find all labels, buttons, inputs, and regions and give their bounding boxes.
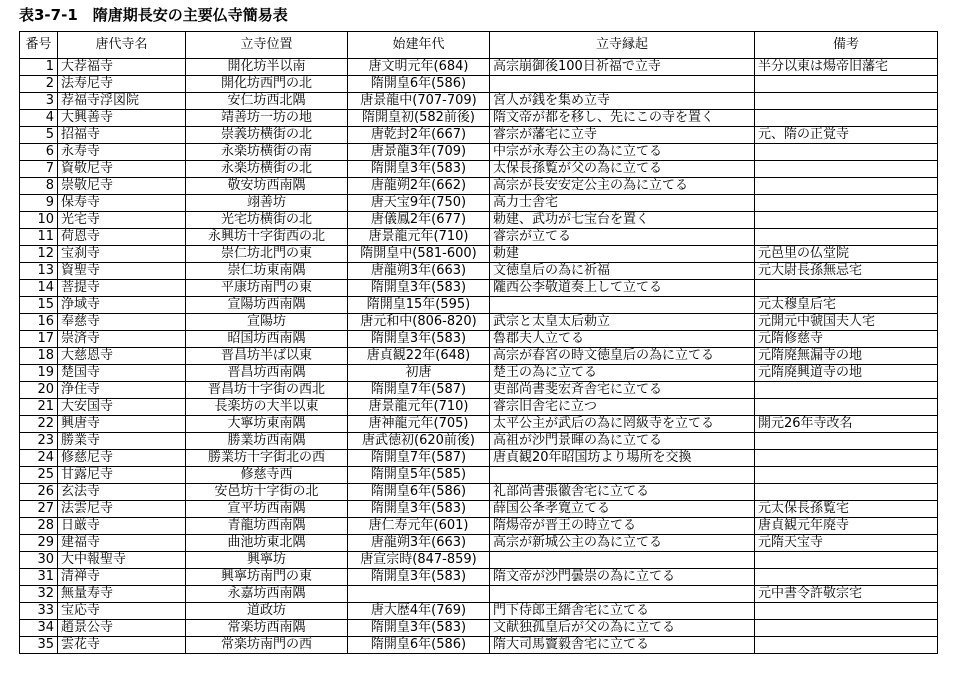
location-cell: 宣陽坊 (186, 314, 348, 331)
remarks-cell (755, 212, 938, 229)
row-number-cell: 16 (20, 314, 58, 331)
remarks-cell (755, 569, 938, 586)
origin-cell: 中宗が永寿公主の為に立てる (490, 144, 755, 161)
origin-cell: 武宗と太皇太后勅立 (490, 314, 755, 331)
header-founding-date: 始建年代 (348, 32, 490, 59)
temple-name-cell: 浄住寺 (58, 382, 186, 399)
table-row (20, 59, 938, 76)
remarks-cell: 唐貞観元年廃寺 (755, 518, 938, 535)
location-cell: 常楽坊西南隅 (186, 620, 348, 637)
temple-name-cell: 楚国寺 (58, 365, 186, 382)
row-number-cell: 9 (20, 195, 58, 212)
row-number-cell: 14 (20, 280, 58, 297)
origin-cell: 睿宗が立てる (490, 229, 755, 246)
table-row (20, 467, 938, 484)
location-cell: 敬安坊西南隅 (186, 178, 348, 195)
table-row (20, 280, 938, 297)
temple-name-cell: 雲花寺 (58, 637, 186, 654)
location-cell: 開化坊西門の北 (186, 76, 348, 93)
location-cell: 開化坊半以南 (186, 59, 348, 76)
remarks-cell (755, 161, 938, 178)
origin-cell: 勅建、武功が七宝台を置く (490, 212, 755, 229)
origin-cell: 太保長孫覧が父の為に立てる (490, 161, 755, 178)
remarks-cell (755, 467, 938, 484)
origin-cell: 隋文帝が沙門曇崇の為に立てる (490, 569, 755, 586)
temple-name-cell: 建福寺 (58, 535, 186, 552)
row-number-cell: 11 (20, 229, 58, 246)
row-number-cell: 7 (20, 161, 58, 178)
temple-name-cell: 資聖寺 (58, 263, 186, 280)
row-number-cell: 6 (20, 144, 58, 161)
remarks-cell (755, 603, 938, 620)
location-cell: 晋昌坊半ば以東 (186, 348, 348, 365)
location-cell: 永楽坊横街の北 (186, 161, 348, 178)
remarks-cell: 元、隋の正覚寺 (755, 127, 938, 144)
remarks-cell (755, 552, 938, 569)
remarks-cell (755, 76, 938, 93)
founding-date-cell: 隋開皇3年(583) (348, 161, 490, 178)
origin-cell: 薛国公夆孝寛立てる (490, 501, 755, 518)
table-row (20, 93, 938, 110)
founding-date-cell: 唐龍朔3年(663) (348, 535, 490, 552)
founding-date-cell: 唐天宝9年(750) (348, 195, 490, 212)
temple-name-cell: 奉慈寺 (58, 314, 186, 331)
table-row (20, 144, 938, 161)
origin-cell: 文徳皇后の為に祈福 (490, 263, 755, 280)
origin-cell: 隋大司馬竇毅舎宅に立てる (490, 637, 755, 654)
origin-cell: 礼部尚書張徽舎宅に立てる (490, 484, 755, 501)
table-row (20, 246, 938, 263)
origin-cell (490, 297, 755, 314)
temple-name-cell: 荷恩寺 (58, 229, 186, 246)
origin-cell: 隋文帝が都を移し、先にこの寺を置く (490, 110, 755, 127)
founding-date-cell: 隋開皇7年(587) (348, 382, 490, 399)
remarks-cell (755, 110, 938, 127)
origin-cell: 魯郡夫人立てる (490, 331, 755, 348)
temple-name-cell: 法雲尼寺 (58, 501, 186, 518)
table-row (20, 348, 938, 365)
location-cell: 崇仁坊東南隅 (186, 263, 348, 280)
location-cell: 勝業坊十字街北の西 (186, 450, 348, 467)
temple-name-cell: 光宅寺 (58, 212, 186, 229)
row-number-cell: 18 (20, 348, 58, 365)
table-row (20, 552, 938, 569)
founding-date-cell: 唐貞観22年(648) (348, 348, 490, 365)
row-number-cell: 10 (20, 212, 58, 229)
origin-cell: 吏部尚書斐宏斉舎宅に立てる (490, 382, 755, 399)
temple-name-cell: 大中報聖寺 (58, 552, 186, 569)
founding-date-cell: 唐武徳初(620前後) (348, 433, 490, 450)
temple-table (19, 31, 938, 654)
founding-date-cell: 隋開皇3年(583) (348, 501, 490, 518)
table-row (20, 535, 938, 552)
table-row (20, 569, 938, 586)
row-number-cell: 26 (20, 484, 58, 501)
location-cell: 永嘉坊西南隅 (186, 586, 348, 603)
temple-name-cell: 崇済寺 (58, 331, 186, 348)
table-row (20, 110, 938, 127)
table-row (20, 433, 938, 450)
location-cell: 翊善坊 (186, 195, 348, 212)
temple-name-cell: 荐福寺浮図院 (58, 93, 186, 110)
remarks-cell (755, 484, 938, 501)
location-cell: 光宅坊横街の北 (186, 212, 348, 229)
origin-cell: 睿宗旧舎宅に立つ (490, 399, 755, 416)
temple-name-cell: 招福寺 (58, 127, 186, 144)
remarks-cell (755, 280, 938, 297)
founding-date-cell: 隋開皇中(581-600) (348, 246, 490, 263)
row-number-cell: 32 (20, 586, 58, 603)
remarks-cell: 元太穆皇后宅 (755, 297, 938, 314)
remarks-cell (755, 450, 938, 467)
remarks-cell (755, 637, 938, 654)
founding-date-cell: 唐乾封2年(667) (348, 127, 490, 144)
founding-date-cell: 隋開皇15年(595) (348, 297, 490, 314)
location-cell: 平康坊南門の東 (186, 280, 348, 297)
origin-cell: 高宗が新城公主の為に立てる (490, 535, 755, 552)
remarks-cell: 元邑里の仏堂院 (755, 246, 938, 263)
origin-cell: 宮人が銭を集め立寺 (490, 93, 755, 110)
founding-date-cell: 隋開皇6年(586) (348, 637, 490, 654)
temple-name-cell: 清禅寺 (58, 569, 186, 586)
origin-cell (490, 467, 755, 484)
temple-name-cell: 大荐福寺 (58, 59, 186, 76)
temple-name-cell: 宝応寺 (58, 603, 186, 620)
table-row (20, 195, 938, 212)
row-number-cell: 35 (20, 637, 58, 654)
row-number-cell: 15 (20, 297, 58, 314)
table-row (20, 263, 938, 280)
founding-date-cell: 唐神龍元年(705) (348, 416, 490, 433)
origin-cell (490, 552, 755, 569)
origin-cell: 睿宗が藩宅に立寺 (490, 127, 755, 144)
temple-name-cell: 玄法寺 (58, 484, 186, 501)
origin-cell: 楚王の為に立てる (490, 365, 755, 382)
remarks-cell (755, 195, 938, 212)
founding-date-cell: 唐景龍元年(710) (348, 399, 490, 416)
table-row (20, 365, 938, 382)
location-cell: 青龍坊西南隅 (186, 518, 348, 535)
founding-date-cell: 唐景龍3年(709) (348, 144, 490, 161)
origin-cell: 高宗が長安安定公主の為に立てる (490, 178, 755, 195)
origin-cell: 勅建 (490, 246, 755, 263)
table-row (20, 484, 938, 501)
temple-name-cell: 勝業寺 (58, 433, 186, 450)
row-number-cell: 33 (20, 603, 58, 620)
table-row (20, 637, 938, 654)
founding-date-cell: 隋開皇5年(585) (348, 467, 490, 484)
location-cell: 曲池坊東北隅 (186, 535, 348, 552)
founding-date-cell: 隋開皇3年(583) (348, 331, 490, 348)
row-number-cell: 13 (20, 263, 58, 280)
location-cell: 興寧坊 (186, 552, 348, 569)
table-title: 表3-7-1 隋唐期長安の主要仏寺簡易表 (19, 6, 288, 24)
temple-name-cell: 浄域寺 (58, 297, 186, 314)
location-cell: 昭国坊西南隅 (186, 331, 348, 348)
header-temple-name: 唐代寺名 (58, 32, 186, 59)
location-cell: 靖善坊一坊の地 (186, 110, 348, 127)
remarks-cell: 元隋修慈寺 (755, 331, 938, 348)
row-number-cell: 34 (20, 620, 58, 637)
temple-name-cell: 趙景公寺 (58, 620, 186, 637)
founding-date-cell: 隋開皇3年(583) (348, 569, 490, 586)
founding-date-cell: 唐宣宗時(847-859) (348, 552, 490, 569)
table-row (20, 161, 938, 178)
remarks-cell: 元隋廃興道寺の地 (755, 365, 938, 382)
remarks-cell: 元隋天宝寺 (755, 535, 938, 552)
remarks-cell (755, 399, 938, 416)
row-number-cell: 2 (20, 76, 58, 93)
header-row (20, 32, 938, 59)
row-number-cell: 17 (20, 331, 58, 348)
founding-date-cell: 初唐 (348, 365, 490, 382)
remarks-cell (755, 620, 938, 637)
location-cell: 安邑坊十字街の北 (186, 484, 348, 501)
origin-cell: 高宗が春宮の時文徳皇后の為に立てる (490, 348, 755, 365)
row-number-cell: 21 (20, 399, 58, 416)
table-row (20, 586, 938, 603)
founding-date-cell: 唐元和中(806-820) (348, 314, 490, 331)
table-row (20, 399, 938, 416)
temple-name-cell: 宝刹寺 (58, 246, 186, 263)
remarks-cell: 元隋廃無漏寺の地 (755, 348, 938, 365)
row-number-cell: 24 (20, 450, 58, 467)
row-number-cell: 19 (20, 365, 58, 382)
remarks-cell: 元太保長孫覧宅 (755, 501, 938, 518)
row-number-cell: 20 (20, 382, 58, 399)
origin-cell: 文献独孤皇后が父の為に立てる (490, 620, 755, 637)
origin-cell: 隴西公李敬道奏上して立てる (490, 280, 755, 297)
row-number-cell: 22 (20, 416, 58, 433)
row-number-cell: 5 (20, 127, 58, 144)
founding-date-cell: 唐龍朔3年(663) (348, 263, 490, 280)
table-row (20, 450, 938, 467)
founding-date-cell (348, 586, 490, 603)
founding-date-cell: 隋開皇3年(583) (348, 620, 490, 637)
founding-date-cell: 隋開皇7年(587) (348, 450, 490, 467)
founding-date-cell: 隋開皇3年(583) (348, 280, 490, 297)
table-row (20, 416, 938, 433)
temple-name-cell: 法寿尼寺 (58, 76, 186, 93)
remarks-cell (755, 433, 938, 450)
origin-cell: 隋煬帝が晋王の時立てる (490, 518, 755, 535)
row-number-cell: 1 (20, 59, 58, 76)
row-number-cell: 4 (20, 110, 58, 127)
location-cell: 永興坊十字街西の北 (186, 229, 348, 246)
remarks-cell: 開元26年寺改名 (755, 416, 938, 433)
location-cell: 晋昌坊十字街の西北 (186, 382, 348, 399)
remarks-cell (755, 144, 938, 161)
remarks-cell: 半分以東は煬帝旧藩宅 (755, 59, 938, 76)
row-number-cell: 8 (20, 178, 58, 195)
header-location: 立寺位置 (186, 32, 348, 59)
remarks-cell: 元大尉長孫無忌宅 (755, 263, 938, 280)
remarks-cell (755, 93, 938, 110)
row-number-cell: 29 (20, 535, 58, 552)
row-number-cell: 12 (20, 246, 58, 263)
location-cell: 宣陽坊西南隅 (186, 297, 348, 314)
founding-date-cell: 唐大歴4年(769) (348, 603, 490, 620)
origin-cell: 太平公主が武后の為に罔級寺を立てる (490, 416, 755, 433)
table-row (20, 331, 938, 348)
location-cell: 晋昌坊西南隅 (186, 365, 348, 382)
table-row (20, 229, 938, 246)
founding-date-cell: 唐景龍中(707-709) (348, 93, 490, 110)
temple-name-cell: 大安国寺 (58, 399, 186, 416)
founding-date-cell: 唐龍朔2年(662) (348, 178, 490, 195)
table-row (20, 314, 938, 331)
remarks-cell (755, 382, 938, 399)
founding-date-cell: 隋開皇6年(586) (348, 484, 490, 501)
location-cell: 道政坊 (186, 603, 348, 620)
origin-cell (490, 76, 755, 93)
origin-cell: 高祖が沙門景暉の為に立てる (490, 433, 755, 450)
remarks-cell (755, 178, 938, 195)
founding-date-cell: 隋開皇初(582前後) (348, 110, 490, 127)
location-cell: 崇仁坊北門の東 (186, 246, 348, 263)
row-number-cell: 30 (20, 552, 58, 569)
location-cell: 崇義坊横街の北 (186, 127, 348, 144)
temple-name-cell: 保寿寺 (58, 195, 186, 212)
temple-name-cell: 甘露尼寺 (58, 467, 186, 484)
row-number-cell: 25 (20, 467, 58, 484)
founding-date-cell: 唐仁寿元年(601) (348, 518, 490, 535)
table-row (20, 297, 938, 314)
temple-name-cell: 大慈恩寺 (58, 348, 186, 365)
table-row (20, 501, 938, 518)
temple-name-cell: 修慈尼寺 (58, 450, 186, 467)
temple-name-cell: 菩提寺 (58, 280, 186, 297)
temple-name-cell: 興唐寺 (58, 416, 186, 433)
location-cell: 勝業坊西南隅 (186, 433, 348, 450)
location-cell: 修慈寺西 (186, 467, 348, 484)
temple-name-cell: 永寿寺 (58, 144, 186, 161)
founding-date-cell: 唐景龍元年(710) (348, 229, 490, 246)
remarks-cell: 元開元中虢国夫人宅 (755, 314, 938, 331)
table-row (20, 382, 938, 399)
table-row (20, 127, 938, 144)
location-cell: 長楽坊の大半以東 (186, 399, 348, 416)
founding-date-cell: 唐文明元年(684) (348, 59, 490, 76)
table-row (20, 212, 938, 229)
temple-name-cell: 大興善寺 (58, 110, 186, 127)
temple-name-cell: 無量寿寺 (58, 586, 186, 603)
table-row (20, 518, 938, 535)
row-number-cell: 31 (20, 569, 58, 586)
origin-cell: 唐貞観20年昭国坊より場所を交換 (490, 450, 755, 467)
table-row (20, 178, 938, 195)
header-remarks: 備考 (755, 32, 938, 59)
location-cell: 興寧坊南門の東 (186, 569, 348, 586)
temple-name-cell: 資敬尼寺 (58, 161, 186, 178)
table-row (20, 620, 938, 637)
founding-date-cell: 隋開皇6年(586) (348, 76, 490, 93)
origin-cell: 門下侍郎王縉舎宅に立てる (490, 603, 755, 620)
location-cell: 大寧坊東南隅 (186, 416, 348, 433)
row-number-cell: 3 (20, 93, 58, 110)
temple-name-cell: 崇敬尼寺 (58, 178, 186, 195)
origin-cell (490, 586, 755, 603)
temple-name-cell: 日厳寺 (58, 518, 186, 535)
location-cell: 安仁坊西北隅 (186, 93, 348, 110)
founding-date-cell: 唐儀鳳2年(677) (348, 212, 490, 229)
location-cell: 宣平坊西南隅 (186, 501, 348, 518)
location-cell: 常楽坊南門の西 (186, 637, 348, 654)
remarks-cell: 元中書令許敬宗宅 (755, 586, 938, 603)
location-cell: 永楽坊横街の南 (186, 144, 348, 161)
header-origin: 立寺縁起 (490, 32, 755, 59)
header-number: 番号 (20, 32, 58, 59)
origin-cell: 高力士舎宅 (490, 195, 755, 212)
remarks-cell (755, 229, 938, 246)
table-row (20, 76, 938, 93)
row-number-cell: 28 (20, 518, 58, 535)
origin-cell: 高宗崩御後100日祈福で立寺 (490, 59, 755, 76)
row-number-cell: 23 (20, 433, 58, 450)
row-number-cell: 27 (20, 501, 58, 518)
table-row (20, 603, 938, 620)
